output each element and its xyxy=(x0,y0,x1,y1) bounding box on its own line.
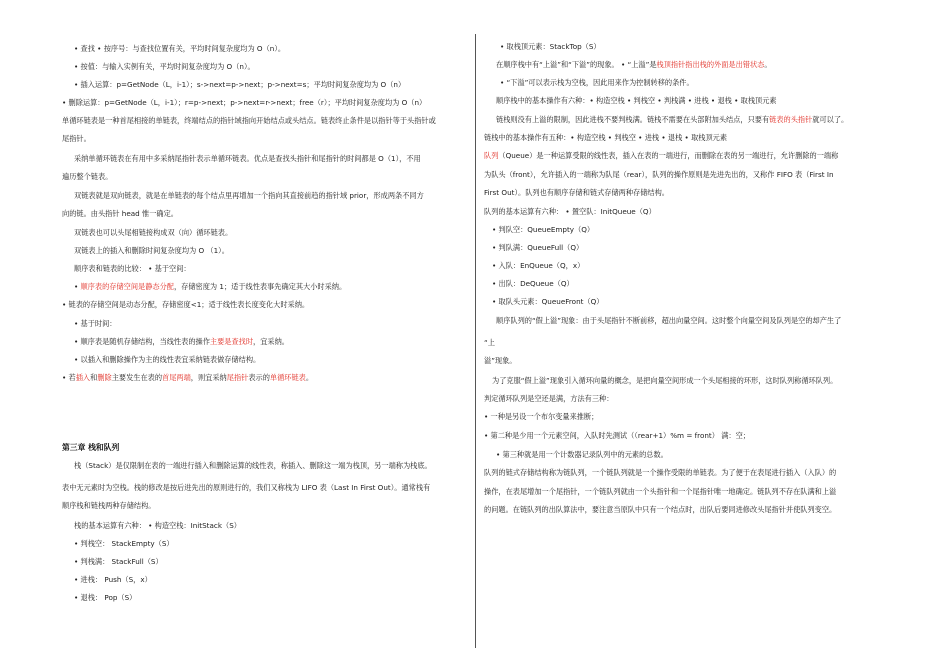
text-segment: ，则宜采纳 xyxy=(190,373,227,382)
text-segment: • 链表的存储空间是动态分配，存储密度<1；适于线性表长度变化大时采纳。 xyxy=(62,300,310,309)
left-line xyxy=(74,191,424,200)
text-segment: 链栈则没有上溢的限制，因此进栈不要判栈满。链栈不需要在头部附加头结点，只要有 xyxy=(496,115,770,124)
text-segment: • 顺序表是随机存储结构，当线性表的操作 xyxy=(74,337,210,346)
text-segment: • 以插入和删除操作为主的线性表宜采纳链表做存储结构。 xyxy=(74,355,261,364)
right-line xyxy=(492,261,584,270)
right-line xyxy=(484,207,656,216)
text-segment: • 判队满：QueueFull（Q） xyxy=(492,243,584,252)
right-line xyxy=(484,394,613,403)
right-line xyxy=(484,133,727,142)
text-segment: 向的链。由头指针 head 惟一确定。 xyxy=(62,209,178,218)
left-line xyxy=(62,483,430,492)
section-heading xyxy=(62,443,119,453)
right-line xyxy=(492,376,837,385)
left-line xyxy=(62,134,91,143)
text-segment: 。 xyxy=(764,60,772,69)
left-line xyxy=(62,209,178,218)
right-line xyxy=(484,468,836,477)
left-line xyxy=(74,62,255,71)
right-line xyxy=(484,412,598,421)
text-segment: • 查找 • 按序号：与查找位置有关，平均时间复杂度均为 O（n）。 xyxy=(74,44,286,53)
left-line xyxy=(74,228,232,237)
text-segment: • 判栈满： StackFull（S） xyxy=(74,557,163,566)
text-segment: 单循环链表是一种首尾相接的单链表，终端结点的指针域指向开始结点或头结点。链表终止条件是以指针等于头指针或 xyxy=(62,116,436,125)
highlighted-text: 主要是查找时 xyxy=(209,337,254,346)
text-segment: 主要发生在表的 xyxy=(111,373,163,382)
left-line xyxy=(62,172,112,181)
text-segment: 和 xyxy=(90,373,98,382)
text-segment: 为了克服“假上溢”现象引入循环向量的概念，是把向量空间形成一个头尾相接的环形，这时队列称循环队列。 xyxy=(492,376,838,385)
left-line xyxy=(74,319,116,328)
right-line xyxy=(496,60,772,69)
text-segment: 第三章 栈和队列 xyxy=(62,443,120,452)
text-segment: • 进栈： Push（S，x） xyxy=(74,575,152,584)
left-line xyxy=(74,557,163,566)
right-line xyxy=(492,297,603,306)
left-line xyxy=(62,373,313,382)
left-line xyxy=(62,300,309,309)
right-line xyxy=(496,450,668,459)
text-segment: 表中无元素时为空栈。栈的修改是按后进先出的原则进行的，我们又称栈为 LIFO 表（Last In First Out）。通常栈有 xyxy=(62,483,431,492)
highlighted-text: 首尾两端 xyxy=(162,373,191,382)
text-segment: • xyxy=(74,282,81,291)
text-segment: 链栈中的基本操作有五种：• 构造空栈 • 判栈空 • 进栈 • 退栈 • 取栈顶元素 xyxy=(484,133,728,142)
text-segment: 双链表也可以头尾相链接构成双（向）循环链表。 xyxy=(74,228,233,237)
text-segment: “上 xyxy=(484,338,495,347)
highlighted-text: 栈顶指针指出栈的外面是出错状态 xyxy=(656,60,765,69)
text-segment: 就可以了。 xyxy=(812,115,849,124)
text-segment: • 基于时间： xyxy=(74,319,117,328)
text-segment: 栈的基本运算有六种： • 构造空栈：InitStack（S） xyxy=(74,521,241,530)
text-segment: 在顺序栈中有“上溢”和“下溢”的现象。 • “上溢”是 xyxy=(496,60,657,69)
text-segment: 双链表上的插入和删除时间复杂度均为 O （1）。 xyxy=(74,246,229,255)
text-segment: • 一种是另设一个布尔变量来推断； xyxy=(484,412,599,421)
right-line xyxy=(484,356,516,365)
left-line xyxy=(74,337,289,346)
text-segment: • 删除运算：p=GetNode（L，i-1）；r=p->next；p->next=r->next；free（r）；平均时间复杂度均为 O（n） xyxy=(62,98,427,107)
highlighted-text: 单循环链表 xyxy=(269,373,306,382)
text-segment: ，宜采纳。 xyxy=(253,337,289,346)
left-line xyxy=(74,539,174,548)
text-segment: • 判队空：QueueEmpty（Q） xyxy=(492,225,595,234)
text-segment: 采纳单循环链表在有用中多采纳尾指针表示单循环链表。优点是查找头指针和尾指针的时间都是 O（1），不用 xyxy=(74,154,421,163)
right-line xyxy=(484,170,834,179)
text-segment: • 判栈空： StackEmpty（S） xyxy=(74,539,174,548)
text-segment: （Queue）是一种运算受限的线性表，插入在表的一端进行，而删除在表的另一端进行，允许删除的一端称 xyxy=(498,151,839,160)
right-line xyxy=(492,279,574,288)
right-line xyxy=(484,505,836,514)
highlighted-text: 尾指针 xyxy=(226,373,249,382)
right-line xyxy=(492,243,583,252)
highlighted-text: 删除 xyxy=(97,373,112,382)
text-segment: 。 xyxy=(305,373,314,382)
left-line xyxy=(74,575,152,584)
right-line xyxy=(500,42,601,51)
text-segment: • 若 xyxy=(62,373,76,382)
text-segment: 队列的链式存储结构称为链队列，一个链队列就是一个操作受限的单链表。为了便于在表尾进行插入（入队）的 xyxy=(484,468,837,477)
left-line xyxy=(74,593,136,602)
text-segment: • “下溢”可以表示栈为空栈，因此用来作为控制转移的条件。 xyxy=(500,78,694,87)
right-line xyxy=(484,188,669,197)
right-line xyxy=(484,151,838,160)
text-segment: 顺序队列的“假上溢”现象：由于头尾指针不断前移，超出向量空间。这时整个向量空间及队列是空的却产生了 xyxy=(496,316,842,325)
right-line xyxy=(496,316,841,325)
right-line xyxy=(484,431,750,440)
right-line xyxy=(484,487,836,496)
text-segment: 尾指针。 xyxy=(62,134,91,143)
text-segment: First Out）。队列也有顺序存储和链式存储两种存储结构。 xyxy=(484,188,669,197)
highlighted-text: 插入 xyxy=(75,373,91,382)
left-line xyxy=(74,355,260,364)
text-segment: • 插入运算：p=GetNode（L，i-1）；s->next=p->next；p->next=s；平均时间复杂度均为 O（n） xyxy=(74,80,406,89)
left-line xyxy=(74,80,405,89)
text-segment: 的问题。在链队列的出队算法中，要注意当原队中只有一个结点时，出队后要同进修改头尾指针并使队列变空。 xyxy=(484,505,837,514)
text-segment: • 按值：与输入实例有关，平均时间复杂度均为 O（n）。 xyxy=(74,62,255,71)
left-line xyxy=(62,116,436,125)
left-line xyxy=(74,44,285,53)
text-segment: • 入队：EnQueue（Q，x） xyxy=(492,261,585,270)
text-segment: 判定循环队列是空还是满，方法有三种： xyxy=(484,394,614,403)
right-line xyxy=(500,78,694,87)
text-segment: • 退栈： Pop（S） xyxy=(74,593,137,602)
left-line xyxy=(62,98,426,107)
column-divider xyxy=(475,34,476,648)
highlighted-text: 链表的头指针 xyxy=(769,115,813,124)
highlighted-text: 顺序表的存储空间是静态分配 xyxy=(80,282,174,291)
right-line xyxy=(496,96,777,105)
text-segment: 遍历整个链表。 xyxy=(62,172,113,181)
text-segment: 顺序栈中的基本操作有六种：• 构造空栈 • 判栈空 • 判栈满 • 进栈 • 退栈 • 取栈顶元素 xyxy=(496,96,777,105)
left-line xyxy=(74,154,421,163)
right-line xyxy=(492,225,594,234)
text-segment: • 出队：DeQueue（Q） xyxy=(492,279,574,288)
text-segment: 栈（Stack）是仅限制在表的一端进行插入和删除运算的线性表，称插入、删除这一端为栈顶，另一端称为栈底。 xyxy=(74,461,432,470)
right-line xyxy=(484,338,495,347)
text-segment: 操作，在表尾增加一个尾指针，一个链队列就由一个头指针和一个尾指针唯一地确定。链队列不存在队满和上溢 xyxy=(484,487,837,496)
right-line xyxy=(496,115,848,124)
left-line xyxy=(74,282,346,291)
text-segment: 队列的基本运算有六种： • 置空队：InitQueue（Q） xyxy=(484,207,656,216)
left-line xyxy=(74,461,432,470)
text-segment: • 取队头元素：QueueFront（Q） xyxy=(492,297,604,306)
left-line xyxy=(74,264,191,273)
text-segment: 顺序栈和链栈两种存储结构。 xyxy=(62,501,156,510)
left-line xyxy=(74,246,229,255)
text-segment: • 第三种就是用一个计数器记录队列中的元素的总数。 xyxy=(496,450,668,459)
text-segment: • 取栈顶元素：StackTop（S） xyxy=(500,42,601,51)
left-line xyxy=(74,521,241,530)
text-segment: 双链表就是双向链表，就是在单链表的每个结点里再增加一个指向其直接前趋的指针域 prior，形成两条不同方 xyxy=(74,191,424,200)
text-segment: • 第二种是少用一个元素空间，入队时先测试（（rear+1）%m = front） 满：空； xyxy=(484,431,750,440)
left-line xyxy=(62,501,155,510)
text-segment: 溢”现象。 xyxy=(484,356,517,365)
text-segment: 为队头（front），允许插入的一端称为队尾（rear），队列的操作原则是先进先出的，又称作 FIFO 表（First In xyxy=(484,170,834,179)
text-segment: 表示的 xyxy=(248,373,270,382)
text-segment: 顺序表和链表的比较： • 基于空间： xyxy=(74,264,191,273)
text-segment: ，存储密度为 1；适于线性表事先确定其大小时采纳。 xyxy=(173,282,347,291)
highlighted-text: 队列 xyxy=(484,151,499,160)
